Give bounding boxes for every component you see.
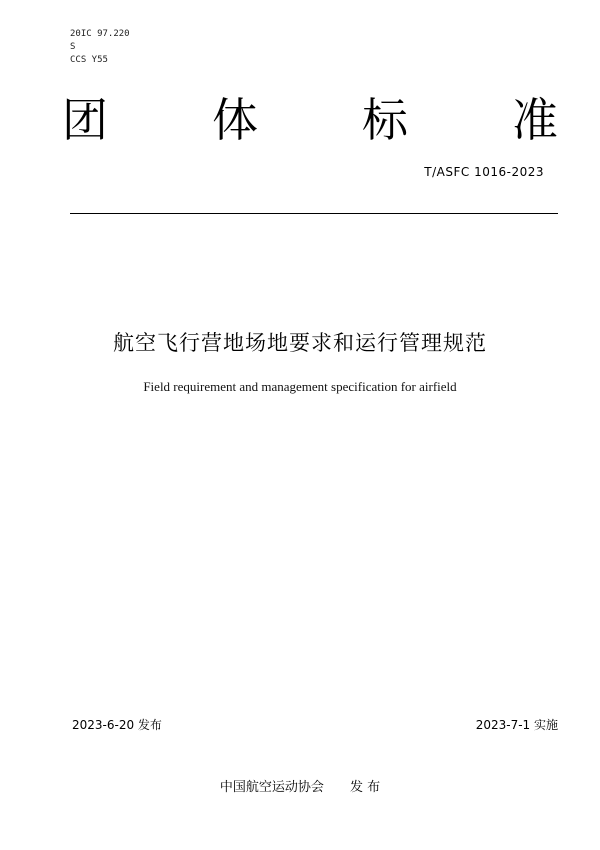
ics-code: 20IC 97.220 <box>70 29 130 39</box>
issue-date: 2023-6-20 发布 <box>72 718 162 732</box>
standard-type-char: 体 <box>212 93 258 147</box>
header-divider <box>70 213 558 214</box>
document-title-cn: 航空飞行营地场地要求和运行管理规范 <box>113 331 487 355</box>
classification-codes <box>70 28 130 67</box>
document-title-en: Field requirement and management specification for airfield <box>143 379 457 394</box>
publisher-line <box>0 776 600 795</box>
standard-type-char: 团 <box>62 93 108 147</box>
implementation-date: 2023-7-1 实施 <box>475 718 558 732</box>
publisher-action: 发 布 <box>349 780 381 795</box>
category-code: S <box>70 42 76 52</box>
publisher-name: 中国航空运动协会 <box>219 780 324 795</box>
standard-type-heading <box>62 92 558 148</box>
standard-type-char: 准 <box>512 93 558 147</box>
standard-number: T/ASFC 1016-2023 <box>424 165 544 179</box>
ccs-code: CCS Y55 <box>70 55 108 65</box>
standard-type-char: 标 <box>362 93 408 147</box>
